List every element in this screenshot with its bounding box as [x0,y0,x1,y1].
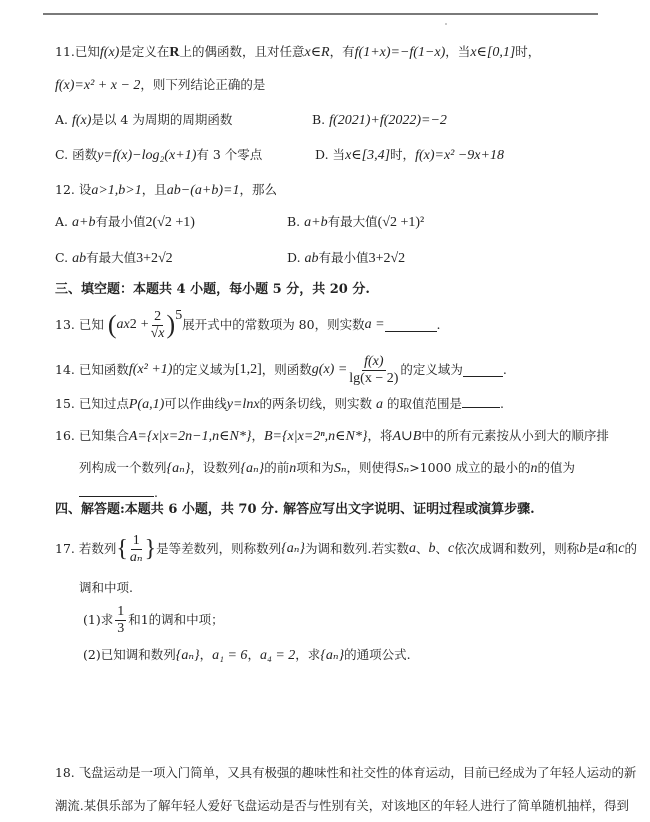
q12-option-c [55,249,173,268]
q15-text: 15. 已知过点 [55,396,129,411]
option-text: 有最小值 [95,214,146,229]
q16-math: Sₙ [333,461,347,476]
q13-text: 13. 已知 [55,317,104,332]
q17-math: a₄ = 2 [259,648,296,663]
q13-fraction [151,309,165,342]
option-text: 有最大值 [86,250,137,265]
q13-text: 展开式中的常数项为 80，则实数 [182,317,365,332]
option-text: 时， [390,147,416,162]
section-4-heading: 四、解答题:本题共 6 小题，共 70 分. 解答应写出文字说明、证明过程或演算步骤. [55,502,535,517]
q17-text: 、 [415,541,429,556]
option-math: x∈[3,4] [345,148,391,163]
q17-text: 是 [586,541,599,556]
q11-math: x∈[0,1] [470,45,516,60]
q17-math: b [428,541,436,556]
answer-blank[interactable] [79,484,154,497]
fraction-numerator: f(x) [364,353,384,369]
fraction-denominator: lg(x − 2) [349,370,399,386]
q16-math: n [530,461,538,476]
q16-text: 项和为 [296,460,334,475]
q13-math: + [140,317,149,332]
option-math: 3+2√2 [136,251,173,266]
q14-text: ，则函数 [261,362,312,377]
q11-math: R [169,45,180,60]
option-label: B. [287,214,301,229]
q17-text: 、 [435,541,449,556]
option-text: 有 3 个零点 [196,147,263,162]
q14-math: f(x² +1) [128,362,173,377]
q12-text: 12. 设 [55,182,92,197]
header-rule [43,13,598,15]
q17-text: (1)求 [83,612,114,627]
option-text: 函数 [72,147,98,162]
option-math: y=f(x)−log₂(x+1) [97,148,197,163]
q17-part1 [83,603,224,637]
q11-math: f(1+x)=−f(1−x) [354,45,446,60]
q11-math: f(x)=x² + x − 2 [55,78,141,93]
answer-blank[interactable] [463,364,503,377]
option-math: ab [304,251,319,266]
q16-math: B={x|x=2ⁿ,n∈N*} [263,429,368,444]
q15 [55,395,504,414]
q18-line1: 18. 飞盘运动是一项入门简单，又具有极强的趣味性和社交性的体育运动，目前已经成为了年轻人运动的新 [55,765,637,780]
q12-text: ，且 [141,182,167,197]
fraction-numerator: 1 [132,532,140,548]
q17-math: {aₙ} [175,648,200,663]
q16-text: ，则使得 [346,460,397,475]
q16-math: {aₙ} [166,461,191,476]
q16-text: 的值为 [537,460,575,475]
q12-option-d [287,249,405,268]
option-math: 2(√2 +1) [145,215,195,230]
q16-text: . [154,485,158,500]
fraction-numerator: 1 [117,603,125,619]
fraction-numerator: 2 [154,308,162,324]
q11-math: f(x) [99,45,120,60]
q15-text: 可以作曲线 [164,396,227,411]
q17-math: a [408,541,416,556]
fraction-denominator: 3 [117,620,125,636]
q16-text: >1000 成立的最小的 [409,460,531,475]
q17-line2: 调和中项. [79,580,133,595]
option-math: a+b [72,215,96,230]
q11-option-d [315,146,504,165]
q15-math: P(a,1) [128,397,165,412]
q11-text: 时， [515,44,541,59]
q14-fraction [349,354,398,387]
q11-text: ，则下列结论正确的是 [140,77,266,92]
q11-stem-line1 [55,43,540,62]
q17-text: (2)已知调和数列 [83,647,176,662]
q14-text: . [502,362,507,377]
q17-line1 [55,530,637,568]
right-brace: } [144,536,157,562]
option-label: B. [312,112,326,127]
option-text: 有最大值 [327,214,378,229]
option-label: A. [55,214,69,229]
q14-math: [1,2] [234,362,262,377]
q13-text: . [436,317,441,332]
q11-text: 是定义在 [119,44,170,59]
q17-text: 为调和数列.若实数 [305,541,409,556]
q11-text: 11.已知 [55,44,100,59]
q17-math: c [448,541,455,556]
fraction-denominator: aₙ [129,549,143,565]
option-math: f(x) [72,113,92,128]
option-label: C. [55,147,69,162]
q13 [55,305,441,345]
q17-math: a₁ = 6 [212,648,248,663]
q15-math: y=lnx [226,397,260,412]
q16-text: ， [251,428,264,443]
q11-option-b [312,111,447,130]
q16-text: 的前 [264,460,290,475]
option-label: D. [287,250,301,265]
q17-text: ， [199,647,213,662]
q15-math: a [376,397,384,412]
q17-math: b [579,541,587,556]
q16-line3 [79,484,158,502]
answer-blank[interactable] [385,319,437,332]
q11-stem-line2 [55,76,265,95]
q15-text: . [500,396,505,411]
q16-text: 列构成一个数列 [79,460,167,475]
q15-text: 的两条切线，则实数 [259,396,373,411]
q12-option-a [55,213,195,232]
option-label: D. [315,147,329,162]
q16-text: ，设数列 [190,460,241,475]
option-text: 当 [332,147,346,162]
q14-text: 14. 已知函数 [55,362,129,377]
q12-option-b [287,213,424,232]
q17-text: 的 [624,541,638,556]
q17-part1-fraction [115,604,126,637]
q14-text: 的定义域为 [400,362,463,377]
q18-line2: 潮流.某俱乐部为了解年轻人爱好飞盘运动是否与性别有关，对该地区的年轻人进行了简单随机抽样，得到 [55,798,629,813]
q17-text: 是等差数列，则称数列 [156,541,282,556]
q15-text: 的取值范围是 [387,396,463,411]
q14 [55,351,507,389]
answer-blank[interactable] [462,395,500,408]
q11-text: ，当 [445,44,471,59]
right-paren: ) [166,310,176,339]
option-text: 有最小值 [318,250,369,265]
q13-math: a = [364,317,385,332]
q16-math: n [289,461,297,476]
option-math: a+b [304,215,328,230]
q13-exponent: 5 [175,308,183,323]
scan-speck [445,23,447,25]
q17-math: {aₙ} [281,541,305,556]
option-math: f(x)=x² −9x+18 [415,148,504,163]
q17-text: 和 [605,541,619,556]
q16-math: A∪B [392,429,422,444]
q16-line2 [79,459,575,478]
q17-text: 的通项公式. [344,647,411,662]
q16-math: A={x|x=2n−1,n∈N*} [128,429,252,444]
q16-line1 [55,427,609,446]
q17-text: 依次成调和数列，则称 [454,541,580,556]
q17-part2 [83,646,411,665]
q11-option-c [55,146,262,165]
q16-text: ，将 [367,428,393,443]
q17-text: ， [247,647,260,662]
q16-math: Sₙ [396,461,410,476]
q14-math: g(x) = [311,362,348,377]
q16-text: 16. 已知集合 [55,428,129,443]
q17-text: 和1的调和中项； [128,612,224,627]
q11-option-a [55,111,232,130]
q14-text: 的定义域为 [172,362,235,377]
left-brace: { [116,536,128,562]
q13-math: ax [116,317,130,332]
q11-text: 上的偶函数，且对任意 [179,44,305,59]
option-label: C. [55,250,69,265]
option-math: (√2 +1)² [377,215,425,230]
q17-text: 17. 若数列 [55,541,117,556]
q17-math: {aₙ} [320,648,345,663]
option-math: 3+2√2 [368,251,406,266]
q17-math: a [598,541,606,556]
q17-math: c [618,541,625,556]
q12-math: ab−(a+b)=1 [166,183,240,198]
q11-text: ，有 [329,44,355,59]
fraction-denominator: √x [150,325,165,341]
q16-text: 中的所有元素按从小到大的顺序排 [421,428,609,443]
q12-stem [55,181,277,200]
q11-math: x∈R [304,45,330,60]
option-label: A. [55,112,69,127]
q16-math: {aₙ} [240,461,265,476]
q12-text: ，那么 [239,182,277,197]
option-math: ab [72,251,87,266]
section-3-heading: 三、填空题：本题共 4 小题，每小题 5 分，共 20 分. [55,282,370,297]
q17-text: ，求 [295,647,321,662]
q12-math: a>1,b>1 [91,183,142,198]
left-paren: ( [107,310,117,339]
q17-fraction [130,533,143,566]
option-math: f(2021)+f(2022)=−2 [329,113,447,128]
option-text: 是以 4 为周期的周期函数 [91,112,233,127]
q13-exponent: 2 [129,317,137,332]
